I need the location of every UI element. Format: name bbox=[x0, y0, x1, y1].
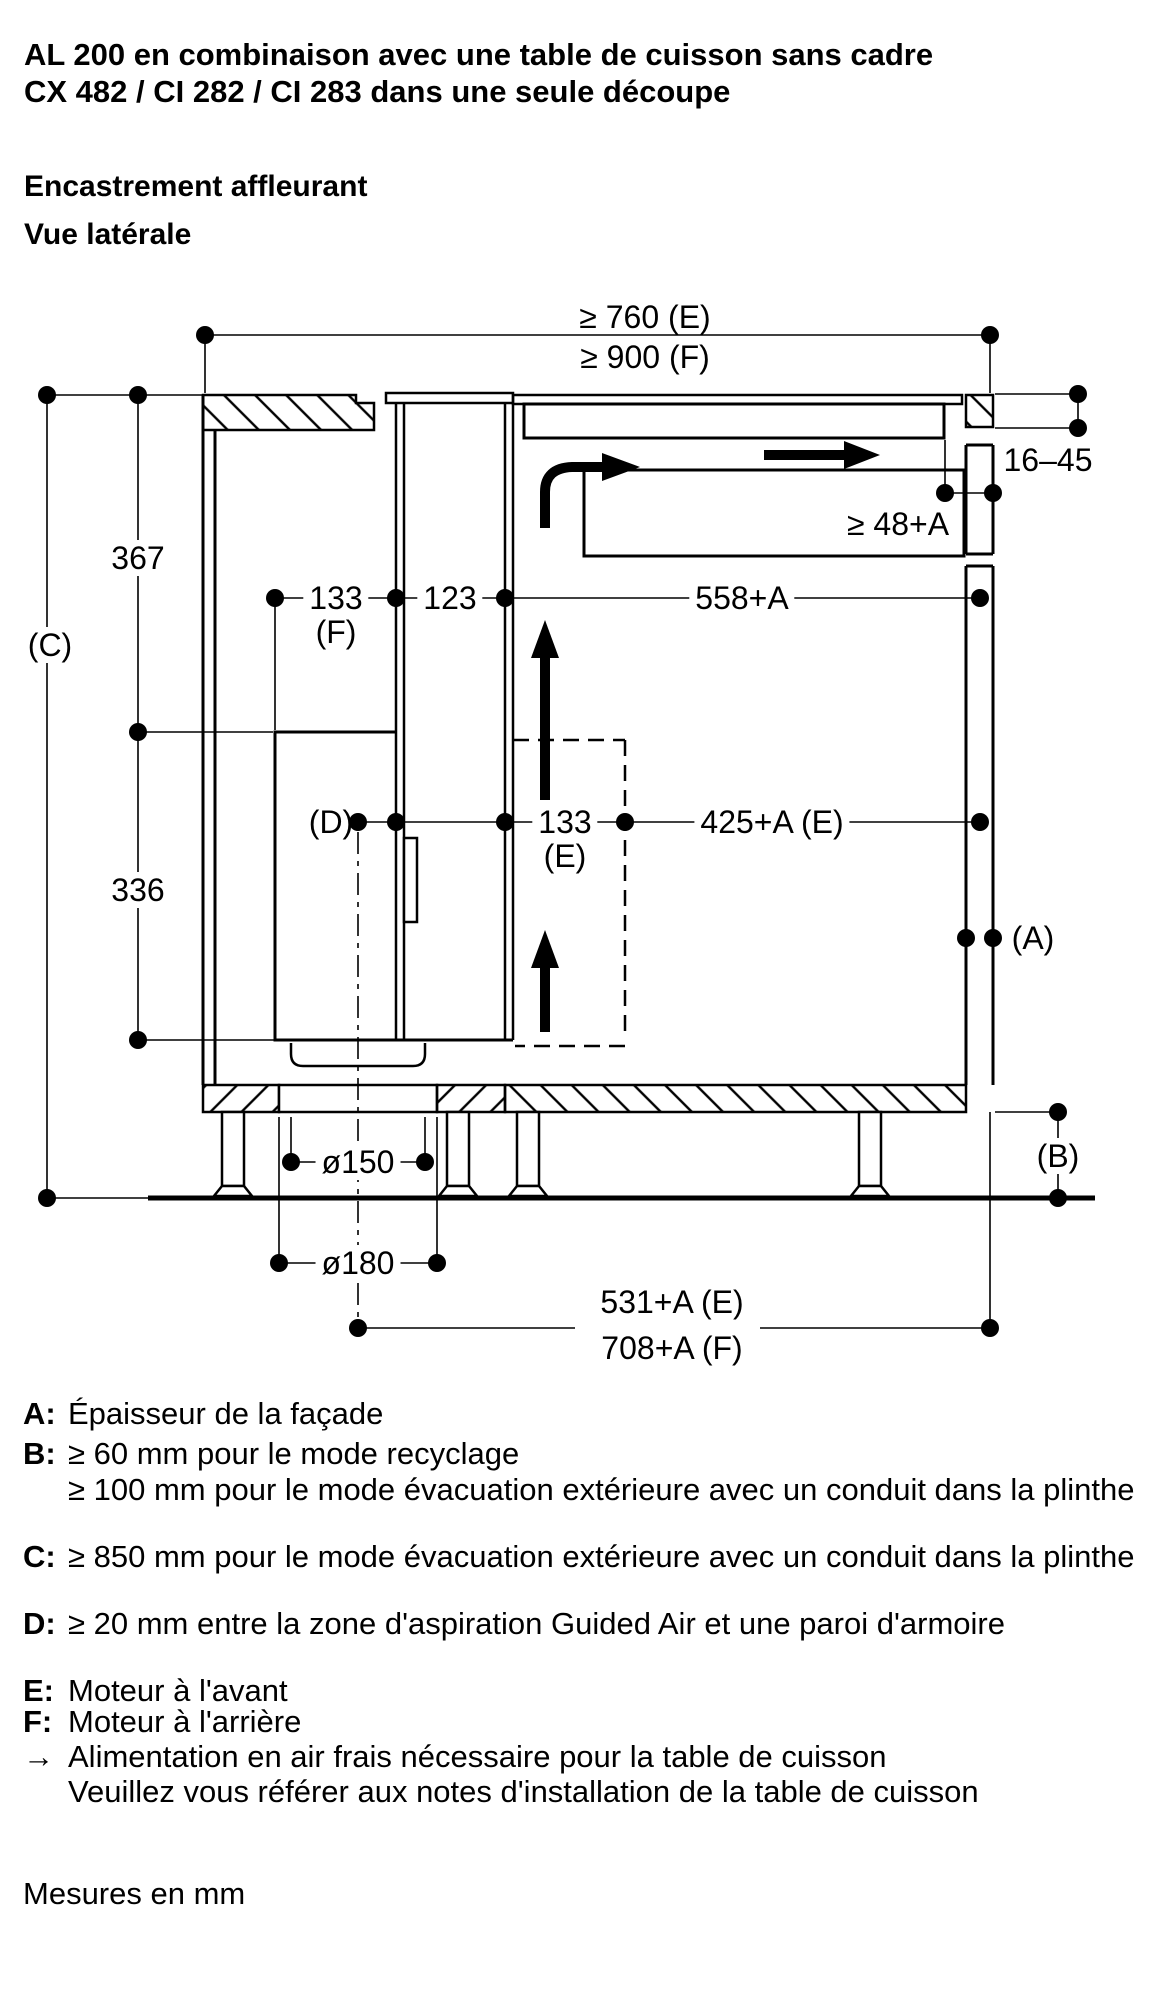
dim-label-c: (C) bbox=[22, 627, 78, 663]
legend-text: ≥ 850 mm pour le mode évacuation extérieure avec un conduit dans la plinthe bbox=[68, 1539, 1135, 1574]
downdraft-duct bbox=[386, 393, 513, 1040]
dim-label-48: ≥ 48+A bbox=[846, 506, 950, 542]
legend-key: F: bbox=[23, 1704, 53, 1739]
legend-item-c bbox=[23, 1539, 1135, 1575]
legend-text: ≥ 60 mm pour le mode recyclage bbox=[68, 1436, 520, 1471]
legend-item-airflow bbox=[23, 1739, 887, 1775]
section-subtitle: Encastrement affleurant bbox=[24, 170, 368, 203]
dim-label-531: 531+A (E) bbox=[600, 1284, 744, 1320]
dim-label-180: ø180 bbox=[316, 1245, 401, 1281]
dim-label-top-e: ≥ 760 (E) bbox=[579, 299, 711, 335]
dim-label-425: 425+A (E) bbox=[694, 804, 849, 840]
legend-text: Alimentation en air frais nécessaire pour la table de cuisson bbox=[68, 1739, 887, 1774]
dim-label-336: 336 bbox=[105, 872, 170, 908]
dim-label-558: 558+A bbox=[689, 580, 794, 616]
legend-item-a bbox=[23, 1396, 383, 1432]
view-label: Vue latérale bbox=[24, 218, 192, 251]
legend-key: E: bbox=[23, 1673, 54, 1708]
dim-label-133e-value: 133 bbox=[532, 804, 597, 840]
worktop-right-block bbox=[966, 395, 993, 427]
legend-text: Moteur à l'avant bbox=[68, 1673, 288, 1708]
legend-item-d bbox=[23, 1606, 1005, 1642]
legend-key bbox=[23, 1472, 68, 1508]
dim-label-16-45: 16–45 bbox=[1003, 442, 1093, 478]
legend-text: ≥ 20 mm entre la zone d'aspiration Guided Air et une paroi d'armoire bbox=[68, 1606, 1005, 1641]
front-motor-zone-dashed bbox=[513, 740, 625, 1046]
title-line-2: CX 482 / CI 282 / CI 283 dans une seule découpe bbox=[24, 74, 731, 109]
dim-label-133e-note: (E) bbox=[543, 838, 587, 874]
dim-label-a: (A) bbox=[1011, 920, 1055, 956]
legend-key: D: bbox=[23, 1606, 56, 1641]
legend-text: Épaisseur de la façade bbox=[68, 1396, 384, 1431]
dim-label-367: 367 bbox=[105, 540, 170, 576]
dim-label-b: (B) bbox=[1031, 1138, 1086, 1174]
plinth-board bbox=[203, 1085, 966, 1112]
legend-key: B: bbox=[23, 1436, 56, 1471]
title-line-1: AL 200 en combinaison avec une table de cuisson sans cadre bbox=[24, 37, 934, 72]
airflow-arrows bbox=[545, 455, 846, 1032]
curved-airflow-arrow bbox=[545, 467, 604, 528]
fresh-air-arrow-icon: → bbox=[23, 1739, 54, 1774]
legend-item-b bbox=[23, 1436, 519, 1472]
legend-item-note bbox=[23, 1774, 979, 1810]
legend-key: C: bbox=[23, 1539, 56, 1574]
dim-label-150: ø150 bbox=[316, 1144, 401, 1180]
legend-text: Moteur à l'arrière bbox=[68, 1704, 302, 1739]
legend-item-f bbox=[23, 1704, 301, 1740]
legend-text: Veuillez vous référer aux notes d'installation de la table de cuisson bbox=[68, 1774, 979, 1809]
dim-label-708: 708+A (F) bbox=[601, 1330, 743, 1366]
legend-item-b2 bbox=[23, 1472, 1135, 1508]
dim-label-123: 123 bbox=[417, 580, 482, 616]
dim-label-133f-value: 133 bbox=[303, 580, 368, 616]
dim-label-133f-note: (F) bbox=[315, 614, 357, 650]
blower-unit bbox=[275, 732, 513, 1066]
page-title bbox=[24, 36, 933, 110]
legend-key: A: bbox=[23, 1396, 56, 1431]
legend-key bbox=[23, 1774, 68, 1810]
legend-text: ≥ 100 mm pour le mode évacuation extérieure avec un conduit dans la plinthe bbox=[68, 1472, 1135, 1507]
units-note: Mesures en mm bbox=[23, 1876, 246, 1911]
hob-body bbox=[524, 404, 944, 438]
worktop-left bbox=[203, 395, 374, 430]
dim-label-d: (D) bbox=[308, 804, 354, 840]
dim-label-top-f: ≥ 900 (F) bbox=[580, 339, 710, 375]
